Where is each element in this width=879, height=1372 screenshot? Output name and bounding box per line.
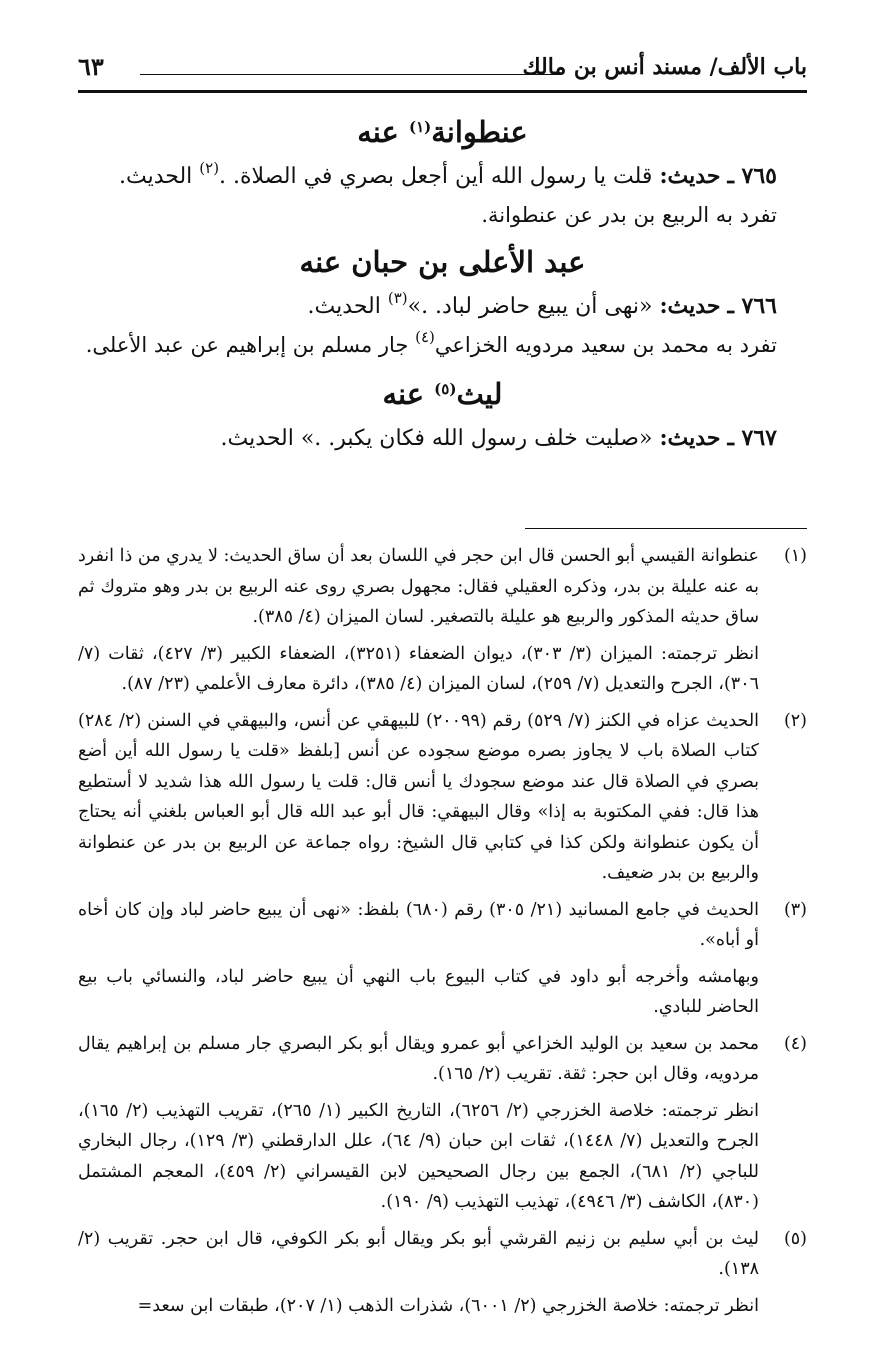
footnote — [78, 1029, 807, 1218]
section-heading: عنطوانة$^{(١)}$ عنه — [357, 115, 528, 149]
footnote-text: وبهامشه وأخرجه أبو داود في كتاب البيوع باب النهي أن يبيع حاضر لباد، والنسائي باب بيع الحاضر للبادي. — [78, 966, 759, 1017]
footnote-ref[interactable]: (٢) — [199, 159, 220, 177]
hadith-text: «نهى أن يبيع حاضر لباد. .» — [407, 294, 653, 319]
hadith-entry — [78, 418, 807, 459]
footnote — [78, 1224, 807, 1285]
footnote-text: الحديث في جامع المسانيد (٢١/ ٣٠٥) رقم (٦٨٠) بلفظ: «نهى أن يبيع حاضر لباد وإن كان أخاه أو أباه». — [78, 899, 759, 950]
hadith-entry: ٧٦٥ ـ حديث: قلت يا رسول الله أين أجعل بصري في الصلاة. .$^{(٢)}$ الحديث. — [118, 159, 777, 189]
footnote-text: عنطوانة القيسي أبو الحسن قال ابن حجر في اللسان بعد أن ساق الحديث: لا يدري من ذا انفرد به عنه عليلة بن بدر، وذكره العقيلي فقال: مجهول بصري روى عنه الربيع بن بدر وهو متروك ثم ساق حديثه المذكور والربيع هو عليلة بالتصغير. لسان الميزان (٤/ ٣٨٥). — [78, 546, 759, 627]
hadith-entry: ٧٦٦ ـ حديث: «نهى أن يبيع حاضر لباد. .»$^{(٣)}$ الحديث. — [307, 289, 777, 319]
hadith-keyword: حديث: — [659, 293, 721, 319]
page-number: ٦٣ — [78, 52, 104, 81]
hadith-text: قلت يا رسول الله أين أجعل بصري في الصلاة. . — [219, 164, 653, 189]
hadith-text: «صليت خلف رسول الله فكان يكبر. .» الحديث. — [220, 426, 653, 451]
footnote — [78, 706, 807, 889]
section-heading: عبد الأعلى بن حبان عنه — [299, 245, 586, 279]
footnote-ref[interactable]: (٥) — [434, 380, 457, 398]
footnote — [78, 541, 807, 700]
hadith-number: ٧٦٦ ـ — [727, 293, 777, 319]
footnote-separator — [525, 528, 807, 529]
hadith-note: تفرد به محمد بن سعيد مردويه الخزاعي$^{(٤)}$ جار مسلم بن إبراهيم عن عبد الأعلى. — [85, 328, 777, 357]
footnote-ref[interactable]: (١) — [408, 118, 432, 136]
footnote-number: (٣) — [783, 899, 807, 920]
hadith-keyword: حديث: — [659, 163, 721, 189]
footnote-continuation: انظر ترجمته: خلاصة الخزرجي (٢/ ٦٠٠١)، شذرات الذهب (١/ ٢٠٧)، طبقات ابن سعد= — [137, 1295, 759, 1316]
hadith-note: تفرد به الربيع بن بدر عن عنطوانة. — [481, 203, 777, 227]
footnotes — [78, 528, 807, 1321]
hadith-keyword: حديث: — [659, 425, 721, 451]
footnote-ref[interactable]: (٤) — [415, 328, 435, 346]
footnote-ref[interactable]: (٣) — [387, 289, 408, 307]
footnote-text: ليث بن أبي سليم بن زنيم القرشي أبو بكر ويقال أبو بكر الكوفي، قال ابن حجر. تقريب (٢/ ١٣٨). — [78, 1228, 759, 1279]
footnote-number: (٤) — [783, 1033, 807, 1054]
hadith-number: ٧٦٥ ـ — [727, 163, 777, 189]
hadith-number: ٧٦٧ ـ — [727, 425, 777, 451]
footnote-number: (١) — [783, 546, 807, 566]
running-head-title: باب الألف/ مسند أنس بن مالك — [522, 54, 807, 80]
footnote — [78, 895, 807, 1023]
running-head — [78, 50, 807, 93]
footnote-text: الحديث عزاه في الكنز (٧/ ٥٢٩) رقم (٢٠٠٩٩) للبيهقي عن أنس، والبيهقي في السنن (٢/ ٢٨٤) كتاب الصلاة باب لا يجاوز بصره موضع سجوده عن أنس [بلفظ «قلت يا رسول الله أين أضع بصري في الصلاة قال عند موضع سجودك يا أنس قال: قلت يا رسول الله هذا شديد لا أستطيع هذا قال: ففي المكتوبة به إذا» وقال البيهقي: قال أبو عبد الله قال أبو العباس بلغني أنه يحتاج أن يكون عنطوانة ولكن كذا في كتابي قال الشيخ: رواه جماعة عن الربيع بن بدر عن عنطوانة والربيع بن بدر ضعيف. — [78, 710, 760, 883]
footnote-number: (٥) — [783, 1228, 807, 1249]
main-text — [78, 108, 807, 459]
section-heading: ليث$^{(٥)}$ عنه — [382, 377, 503, 411]
footnote-text: انظر ترجمته: الميزان (٣/ ٣٠٣)، ديوان الضعفاء (٣٢٥١)، الضعفاء الكبير (٣/ ٤٢٧)، ثقات (٧/ ٣٠٦)، الجرح والتعديل (٧/ ٢٥٩)، لسان الميزان (٤/ ٣٨٥)، دائرة معارف الأعلمي (٢٣/ ٨٧). — [78, 643, 759, 694]
footnote-text: محمد بن سعيد بن الوليد الخزاعي أبو عمرو ويقال أبو بكر البصري جار مسلم بن إبراهيم يقال مردويه، وقال ابن حجر: ثقة. تقريب (٢/ ١٦٥). — [78, 1033, 759, 1084]
running-head-rule — [140, 74, 562, 75]
footnote-text: انظر ترجمته: خلاصة الخزرجي (٢/ ٦٢٥٦)، التاريخ الكبير (١/ ٢٦٥)، تقريب التهذيب (٢/ ١٦٥)، الجرح والتعديل (٧/ ١٤٤٨)، ثقات ابن حبان (٩/ ٦٤)، علل الدارقطني (٣/ ١٢٩)، رجال البخاري للباجي (٢/ ٦٨١)، الجمع بين رجال الصحيحين لابن القيسراني (٢/ ٤٥٩)، المعجم المشتمل (٨٣٠)، الكاشف (٣/ ٤٩٤٦)، تهذيب التهذيب (٩/ ١٩٠). — [78, 1100, 759, 1212]
footnote-number: (٢) — [783, 710, 807, 731]
